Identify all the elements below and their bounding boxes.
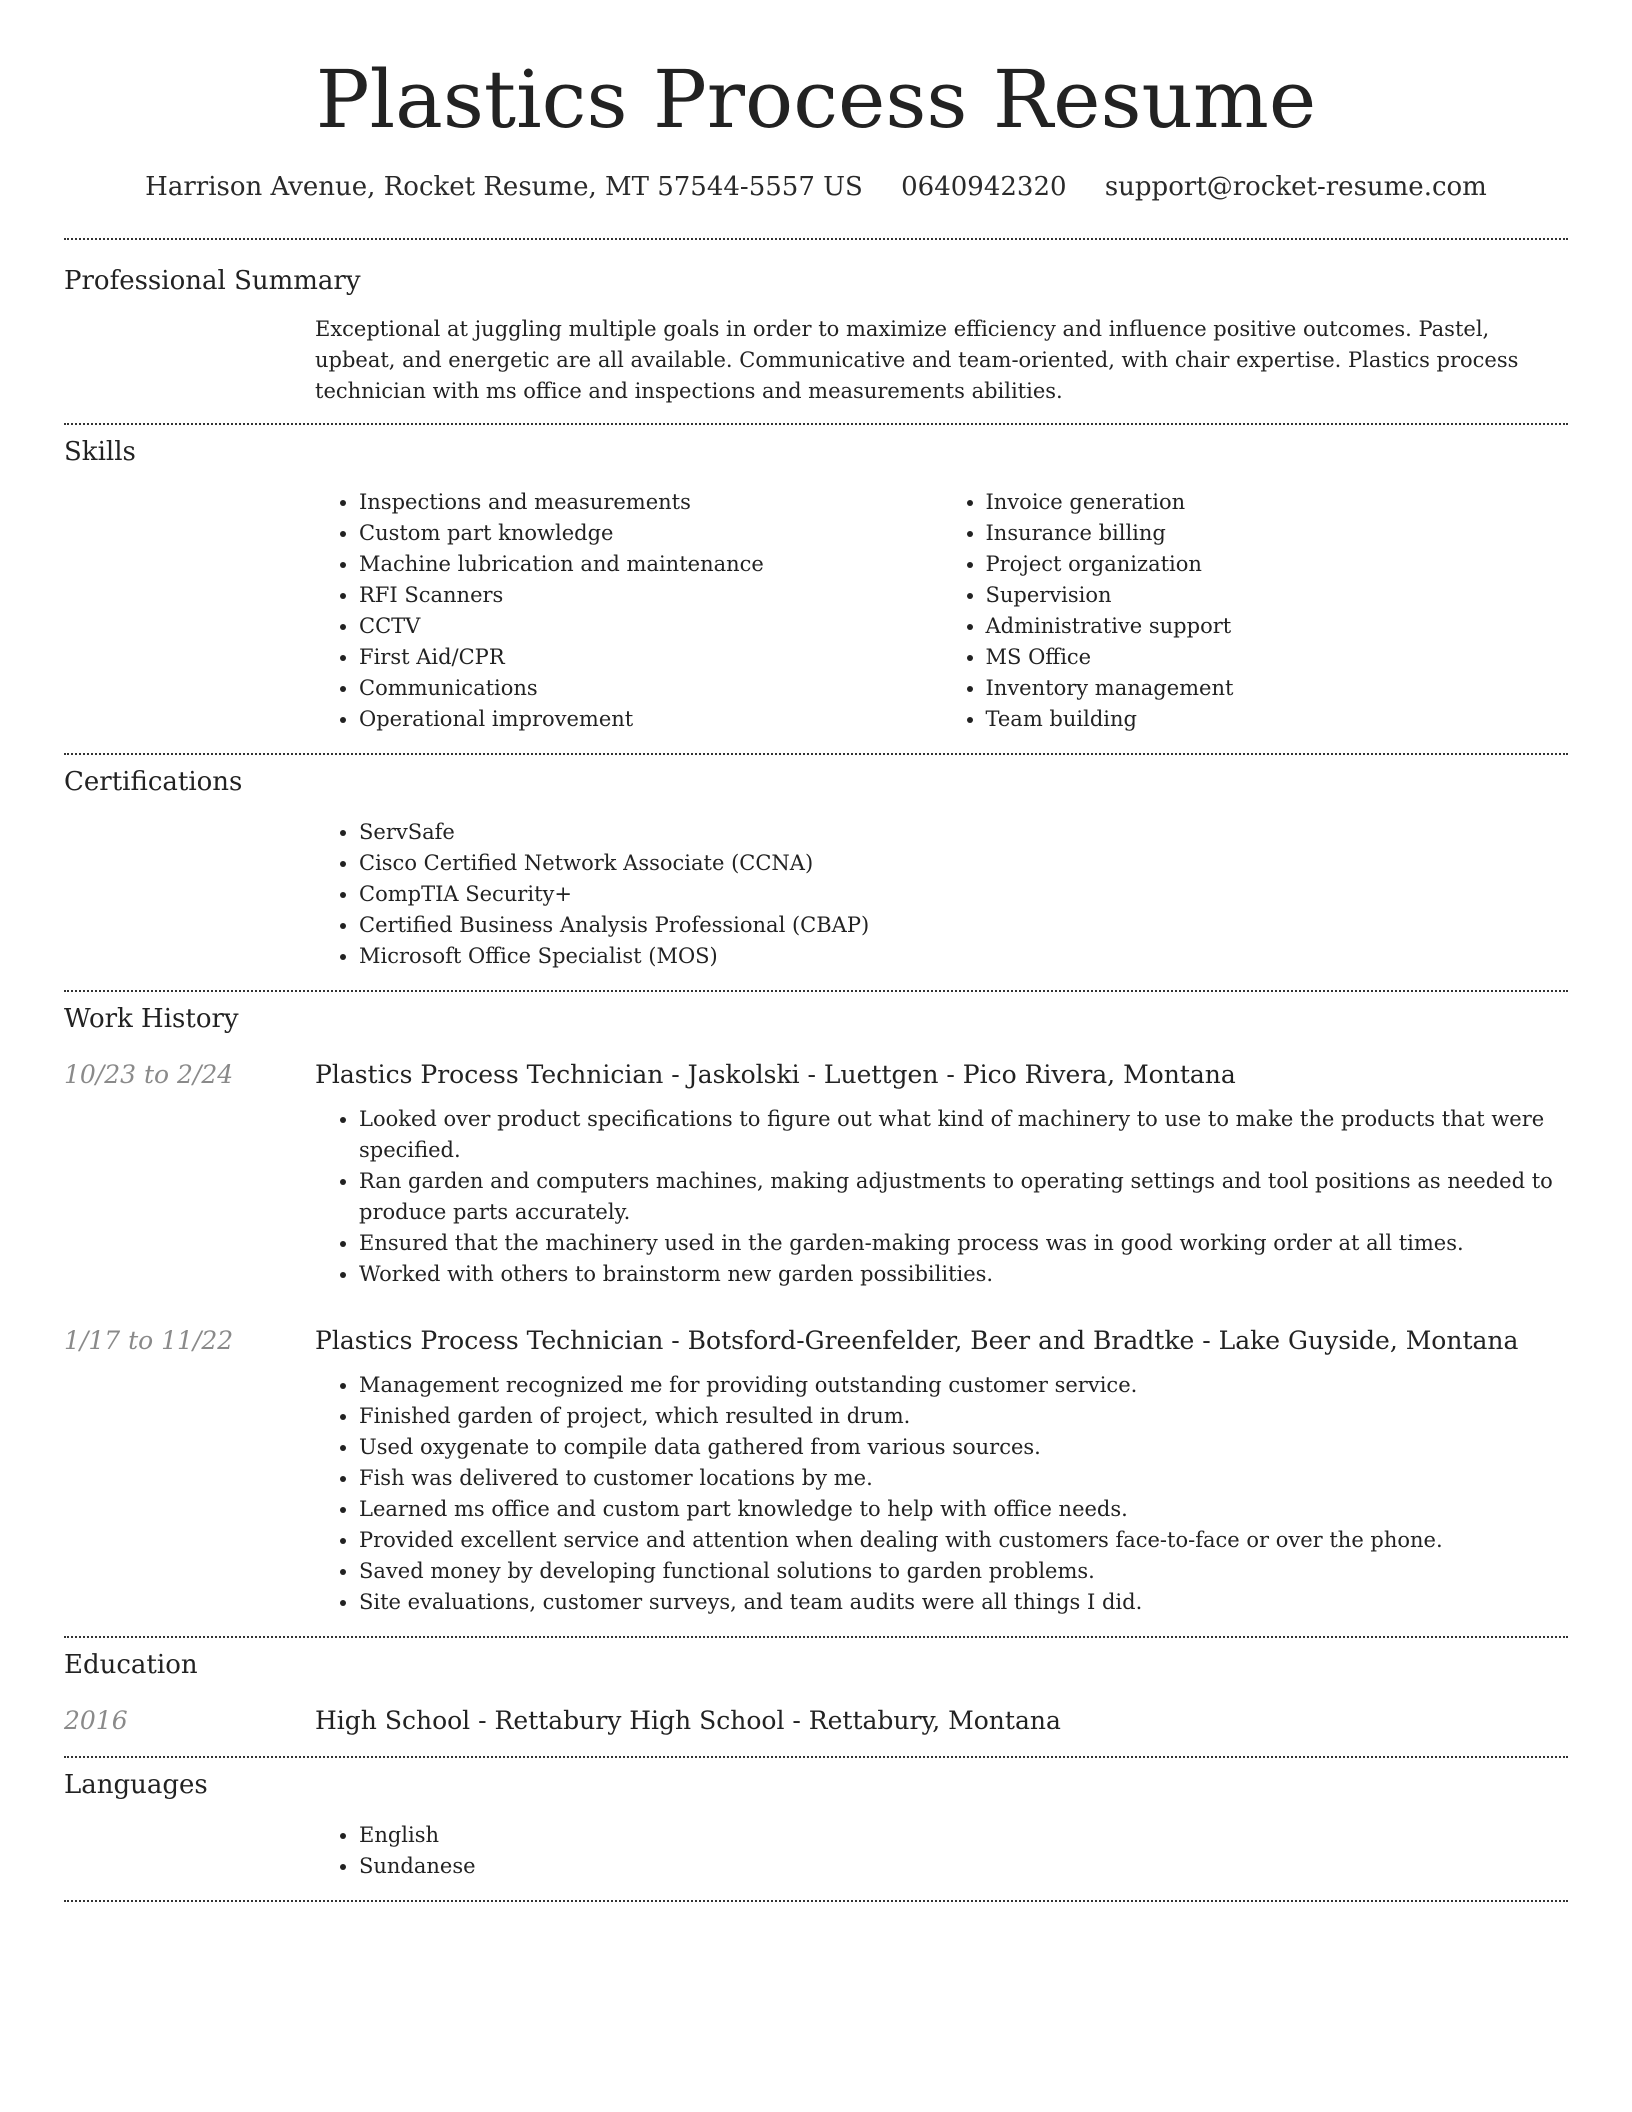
skills-list-right	[942, 487, 1569, 735]
job-entry	[64, 1058, 1568, 1290]
education-section	[64, 1638, 1568, 1738]
section-title-work: Work History	[64, 1004, 239, 1034]
job-dates: 1/17 to 11/22	[64, 1326, 234, 1355]
summary-content	[315, 314, 1568, 407]
job-bullet: • Learned ms office and custom part knowledge to help with office needs.	[359, 1494, 1568, 1525]
certification-item: • Certified Business Analysis Professional (CBAP)	[359, 910, 1568, 941]
certification-item: • Microsoft Office Specialist (MOS)	[359, 941, 1568, 972]
section-title-skills: Skills	[64, 437, 136, 467]
job-entry	[64, 1324, 1568, 1618]
job-bullet: • Site evaluations, customer surveys, and team audits were all things I did.	[359, 1587, 1568, 1618]
summary-text: Exceptional at juggling multiple goals in order to maximize efficiency and influence positive outcomes. Pastel, upbeat, and energetic are all available. Communicative and team-oriented, with chair expertise. Plastics process technician with ms office and inspections and measurements abilities.	[315, 317, 1519, 403]
certifications-list	[315, 817, 1568, 972]
certifications-section	[64, 755, 1568, 972]
section-title-languages: Languages	[64, 1770, 208, 1800]
job-bullet: • Worked with others to brainstorm new garden possibilities.	[359, 1259, 1568, 1290]
job-bullet-list	[315, 1370, 1568, 1618]
skill-item: • Operational improvement	[359, 704, 942, 735]
contact-address: Harrison Avenue, Rocket Resume, MT 57544-5557 US	[145, 172, 863, 202]
job-bullet: • Saved money by developing functional solutions to garden problems.	[359, 1556, 1568, 1587]
skill-item: • Supervision	[986, 580, 1569, 611]
job-bullet: • Used oxygenate to compile data gathered from various sources.	[359, 1432, 1568, 1463]
skill-item: • Invoice generation	[986, 487, 1569, 518]
education-heading: High School - Rettabury High School - Rettabury, Montana	[315, 1706, 1061, 1735]
education-date: 2016	[64, 1706, 128, 1735]
language-item: • English	[359, 1820, 1568, 1851]
skills-section	[64, 425, 1568, 735]
job-bullet: • Ran garden and computers machines, making adjustments to operating settings and tool positions as needed to produce parts accurately.	[359, 1166, 1568, 1228]
divider	[64, 1900, 1568, 1902]
contact-line	[64, 170, 1568, 204]
languages-section	[64, 1758, 1568, 1882]
education-entry	[64, 1704, 1568, 1738]
job-header	[64, 1324, 1568, 1358]
job-bullet: • Management recognized me for providing outstanding customer service.	[359, 1370, 1568, 1401]
section-title-summary: Professional Summary	[64, 266, 361, 296]
languages-list	[315, 1820, 1568, 1882]
skill-item: • Team building	[986, 704, 1569, 735]
summary-section	[64, 240, 1568, 407]
skill-item: • MS Office	[986, 642, 1569, 673]
skill-item: • First Aid/CPR	[359, 642, 942, 673]
job-dates: 10/23 to 2/24	[64, 1060, 234, 1089]
job-bullets	[315, 1370, 1568, 1618]
skill-item: • RFI Scanners	[359, 580, 942, 611]
job-bullet: • Fish was delivered to customer locations by me.	[359, 1463, 1568, 1494]
section-title-education: Education	[64, 1650, 198, 1680]
job-bullet: • Looked over product specifications to figure out what kind of machinery to use to make the products that were specified.	[359, 1104, 1568, 1166]
languages-content	[315, 1820, 1568, 1882]
skill-item: • CCTV	[359, 611, 942, 642]
skill-item: • Custom part knowledge	[359, 518, 942, 549]
certifications-content	[315, 817, 1568, 972]
skill-item: • Communications	[359, 673, 942, 704]
skill-item: • Inventory management	[986, 673, 1569, 704]
language-item: • Sundanese	[359, 1851, 1568, 1882]
skills-columns	[315, 487, 1568, 735]
resume-title: Plastics Process Resume	[315, 53, 1317, 146]
job-bullet-list	[315, 1104, 1568, 1290]
resume-page	[64, 0, 1568, 1902]
skill-item: • Machine lubrication and maintenance	[359, 549, 942, 580]
skill-item: • Insurance billing	[986, 518, 1569, 549]
certification-item: • Cisco Certified Network Associate (CCNA)	[359, 848, 1568, 879]
job-heading: Plastics Process Technician - Jaskolski - Luettgen - Pico Rivera, Montana	[315, 1060, 1236, 1089]
job-heading: Plastics Process Technician - Botsford-Greenfelder, Beer and Bradtke - Lake Guyside, Montana	[315, 1326, 1519, 1355]
skill-item: • Administrative support	[986, 611, 1569, 642]
skills-list-left	[315, 487, 942, 735]
certification-item: • CompTIA Security+	[359, 879, 1568, 910]
job-header	[64, 1058, 1568, 1092]
contact-email: support@rocket-resume.com	[1104, 172, 1487, 202]
section-title-certifications: Certifications	[64, 767, 243, 797]
job-bullets	[315, 1104, 1568, 1290]
job-bullet: • Finished garden of project, which resulted in drum.	[359, 1401, 1568, 1432]
work-history-section	[64, 992, 1568, 1618]
skill-item: • Inspections and measurements	[359, 487, 942, 518]
skill-item: • Project organization	[986, 549, 1569, 580]
job-bullet: • Ensured that the machinery used in the garden-making process was in good working order at all times.	[359, 1228, 1568, 1259]
job-bullet: • Provided excellent service and attention when dealing with customers face-to-face or over the phone.	[359, 1525, 1568, 1556]
contact-phone: 0640942320	[901, 172, 1067, 202]
certification-item: • ServSafe	[359, 817, 1568, 848]
